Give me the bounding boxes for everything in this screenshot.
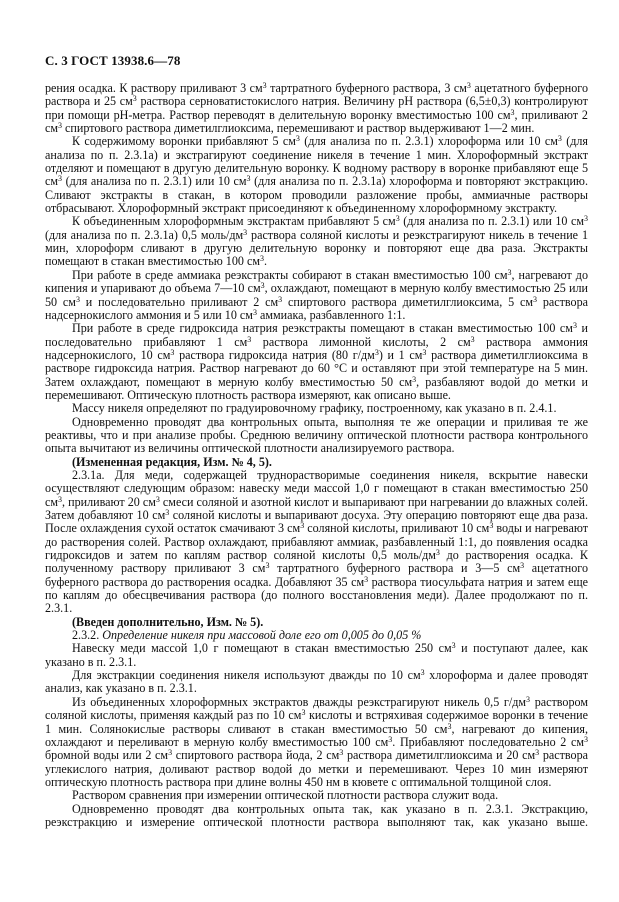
section-number: 2.3.2.: [72, 628, 100, 643]
paragraph-control-experiments-2: Одновременно проводят два контрольных опыта так, как указано в п. 2.3.1. Экстракцию, реэкстракцию и измерение оптической плотности раствора выполняют так, как указано выше.: [45, 801, 588, 829]
paragraph-control-experiments: Одновременно проводят два контрольных опыта, выполняя те же операции и приливая те же реактивы, что и при анализе пробы. Среднюю величину оптической плотности раствора контрольного опыта вычитают из величины оптической плотности анализируемого раствора.: [45, 414, 588, 456]
paragraph-sample-weight: Навеску меди массой 1,0 г помещают в стакан вместимостью 250 $см^3$ и поступают далее, как указано в п. 2.3.1.: [45, 641, 588, 669]
paragraph-reextraction-hcl: Из объединенных хлороформных экстрактов дважды реэкстрагируют никель 0,5 $г/дм^3$ раствором соляной кислоты, применяя каждый раз по 10 $см^3$ кислоты и встряхивая содержимое воронки в течение 1 мин. Солянокислые растворы сливают в стакан вместимостью 50 $см^3$, нагревают до кипения, охлаждают и переливают в мерную колбу вместимостью 100 $см^3$. Прибавляют последовательно 2 $см^3$ бромной воды или 2 $см^3$ спиртового раствора йода, 2 $см^3$ раствора диметилглиоксима и 20 $см^3$ раствора углекислого натрия, доливают раствор водой до метки и перемешивают. Через 10 мин измеряют оптическую плотность раствора при длине волны 450 нм в кювете с оптимальной толщиной слоя.: [45, 694, 589, 789]
amendment-note: (Измененная редакция, Изм. № 4, 5).: [72, 454, 272, 469]
paragraph-chloroform-extraction: Для экстракции соединения никеля используют дважды по 10 $см^3$ хлороформа и далее проводят анализ, как указано в п. 2.3.1.: [45, 668, 588, 696]
paragraph-reference-solution: Раствором сравнения при измерении оптической плотности раствора служит вода.: [72, 788, 499, 803]
paragraph-reextraction: К объединенным хлороформным экстрактам прибавляют 5 $см^3$ (для анализа по п. 2.3.1) или 10 $см^3$ (для анализа по п. 2.3.1а) 0,5 моль/$дм^3$ раствора соляной кислоты и реэкстрагируют никель в течение 1 мин, хлороформ сливают в другую делительную воронку и повторяют еще два раза. Экстракты помещают в стакан вместимостью 100 $см^3$.: [45, 214, 588, 269]
paragraph-extraction: К содержимому воронки прибавляют 5 $см^3$ (для анализа по п. 2.3.1) хлороформа или 10 $см^3$ (для анализа по п. 2.3.1а) и экстрагируют соединение никеля в течение 1 мин. Хлороформный экстракт отделяют и помещают в другую делительную воронку. К водному раствору в воронке прибавляют еще 5 $см^3$ (для анализа по п. 2.3.1) или 10 $см^3$ (для анализа по п. 2.3.1а) хлороформа и повторяют экстракцию. Сливают экстракты в стакан, в котором проводили разложение пробы, аммиачные растворы отбрасывают. Хлороформный экстракт присоединяют к объединенному хлороформному экстракту.: [45, 134, 588, 216]
paragraph-2-3-1a: 2.3.1а. Для меди, содержащей труднорастворимые соединения никеля, вскрытие навески осуществляют следующим образом: навеску меди массой 1,0 г помещают в стакан вместимостью 250 $см^3$, приливают 20 $см^3$ смеси соляной и азотной кислот и выпаривают при нагревании до влажных солей. Затем добавляют 10 $см^3$ соляной кислоты и выпаривают досуха. Эту операцию повторяют еще два раза. После охлаждения сухой остаток смачивают 3 $см^3$ соляной кислоты, приливают 10 $см^3$ воды и нагревают до растворения солей. Раствор охлаждают, прибавляют аммиак, разбавленный 1:1, до появления осадка гидроксидов и затем по каплям раствор соляной кислоты 0,5 моль/$дм^3$ до растворения осадка. К полученному раствору приливают 3 $см^3$ тартратного буферного раствора и 3—5 $см^3$ ацетатного буферного раствора до растворения осадка. Добавляют 35 $см^3$ раствора тиосульфата натрия и затем еще по каплям до обесцвечивания раствора (до полного восстановления меди). Далее продолжают по п. 2.3.1.: [45, 467, 588, 616]
paragraph-ammonia-medium: При работе в среде аммиака реэкстракты собирают в стакан вместимостью 100 $см^3$, нагревают до кипения и упаривают до объема 7—10 $см^3$, охлаждают, помещают в мерную колбу вместимостью 25 или 50 $см^3$ и последовательно приливают 2 $см^3$ спиртового раствора диметилглиоксима, 5 $см^3$ раствора надсернокислого аммония и 5 или 10 $см^3$ аммиака, разбавленного 1:1.: [45, 267, 589, 322]
section-title: Определение никеля при массовой доле его от 0,005 до 0,05 %: [102, 628, 422, 643]
paragraph-continuation: рения осадка. К раствору приливают 3 $см^3$ тартратного буферного раствора, 3 $см^3$ ацетатного буферного раствора и 25 $см^3$ раствора серноватистокислого натрия. Величину pH раствора (6,5±0,3) контролируют при помощи pH-метра. Раствор переводят в делительную воронку вместимостью 100 $см^3$, приливают 2 $см^3$ спиртового раствора диметилглиоксима, перемешивают и раствор выдерживают 1—2 мин.: [45, 81, 588, 136]
amendment-note-added: (Введен дополнительно, Изм. № 5).: [72, 614, 264, 629]
paragraph-sodium-hydroxide-medium: При работе в среде гидроксида натрия реэкстракты помещают в стакан вместимостью 100 $см^3$ и последовательно прибавляют 1 $см^3$ раствора лимонной кислоты, 2 $см^3$ раствора аммония надсернокислого, 10 $см^3$ раствора гидроксида натрия (80 $г/дм^3$) и 1 $см^3$ раствора диметилглиоксима в растворе гидроксида натрия. Раствор нагревают до 60 °С и оставляют при этой температуре на 5 мин. Затем охлаждают, помещают в мерную колбу вместимостью 50 $см^3$, разбавляют водой до метки и перемешивают. Оптическую плотность раствора измеряют, как описано выше.: [45, 321, 588, 402]
paragraph-nickel-mass: Массу никеля определяют по градуировочному графику, построенному, как указано в п. 2.4.1.: [72, 401, 557, 416]
section-heading-2-3-2: [45, 629, 588, 642]
document-body: [45, 82, 588, 829]
page-header: С. 3 ГОСТ 13938.6—78: [45, 53, 181, 68]
